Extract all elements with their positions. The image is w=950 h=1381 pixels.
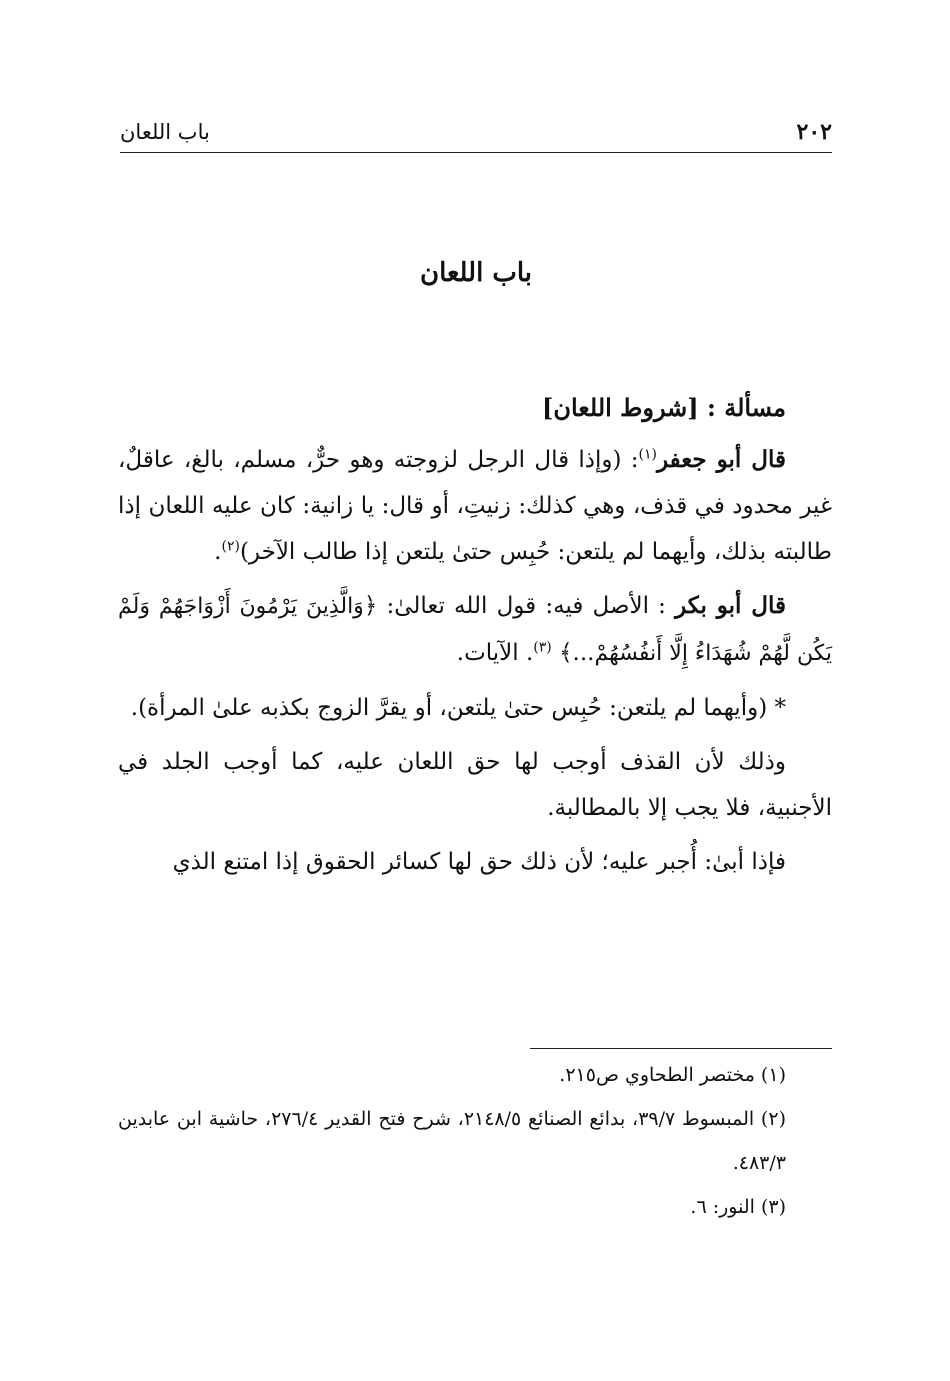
footnote-ref-3: (٣) bbox=[533, 639, 552, 656]
footnote-divider bbox=[530, 1048, 832, 1049]
paragraph-reasoning: وذلك لأن القذف أوجب لها حق اللعان عليه، كما أوجب الجلد في الأجنبية، فلا يجب إلا بالمطالبة. bbox=[118, 749, 832, 821]
speaker-abu-jafar: قال أبو جعفر bbox=[656, 446, 786, 473]
quran-verse: وَالَّذِينَ يَرْمُونَ أَزْوَاجَهُمْ وَلَمْ يَكُن لَّهُمْ شُهَدَاءُ إِلَّا أَنفُسُهُمْ bbox=[118, 594, 832, 666]
paragraph-text: : الأصل فيه: قول الله تعالىٰ: ﴿ bbox=[363, 593, 666, 619]
running-header bbox=[120, 112, 832, 153]
paragraph-continuation: فإذا أبىٰ: أُجبر عليه؛ لأن ذلك حق لها كسائر الحقوق إذا امتنع الذي bbox=[172, 849, 786, 875]
paragraph-abu-bakr bbox=[118, 583, 832, 677]
chapter-title: باب اللعان bbox=[420, 258, 532, 288]
paragraph-text: ...﴾ bbox=[559, 640, 595, 666]
footnotes-section bbox=[118, 1048, 832, 1229]
page-number: ٢٠٢ bbox=[796, 119, 832, 145]
footnote-1: (١) مختصر الطحاوي ص٢١٥. bbox=[559, 1064, 786, 1086]
paragraph-end: . bbox=[214, 539, 222, 565]
paragraph-text: : (وإذا قال الرجل لزوجته وهو حرٌّ، مسلم، بالغ، عاقلٌ، غير محدود في قذف، وهي كذلك: زنيتِ، أو قال: يا زانية: كان عليه اللعان إذا طالبته بذلك، وأيهما لم يلتعن: حُبِس حتىٰ يلتعن إذا طالب الآخر) bbox=[118, 447, 832, 565]
running-title: باب اللعان bbox=[120, 120, 210, 144]
issue-heading bbox=[118, 385, 832, 431]
issue-prefix: مسألة : bbox=[707, 393, 786, 422]
main-text bbox=[118, 385, 832, 893]
footnote-3: (٣) النور: ٦. bbox=[690, 1196, 786, 1218]
speaker-abu-bakr: قال أبو بكر bbox=[675, 592, 786, 619]
footnote-2: (٢) المبسوط ٣٩/٧، بدائع الصنائع ٢١٤٨/٥، شرح فتح القدير ٢٧٦/٤، حاشية ابن عابدين ٤٨٣/٣. bbox=[118, 1108, 786, 1174]
footnote-ref-2: (٢) bbox=[221, 538, 240, 555]
paragraph-quoted-text: * (وأيهما لم يلتعن: حُبِس حتىٰ يلتعن، أو يقرَّ الزوج بكذبه علىٰ المرأة). bbox=[130, 695, 786, 721]
paragraph-end: . الآيات. bbox=[456, 640, 534, 666]
paragraph-abu-jafar bbox=[118, 437, 832, 575]
footnote-ref-1: (١) bbox=[638, 446, 657, 463]
issue-title: [شروط اللعان] bbox=[542, 393, 699, 422]
